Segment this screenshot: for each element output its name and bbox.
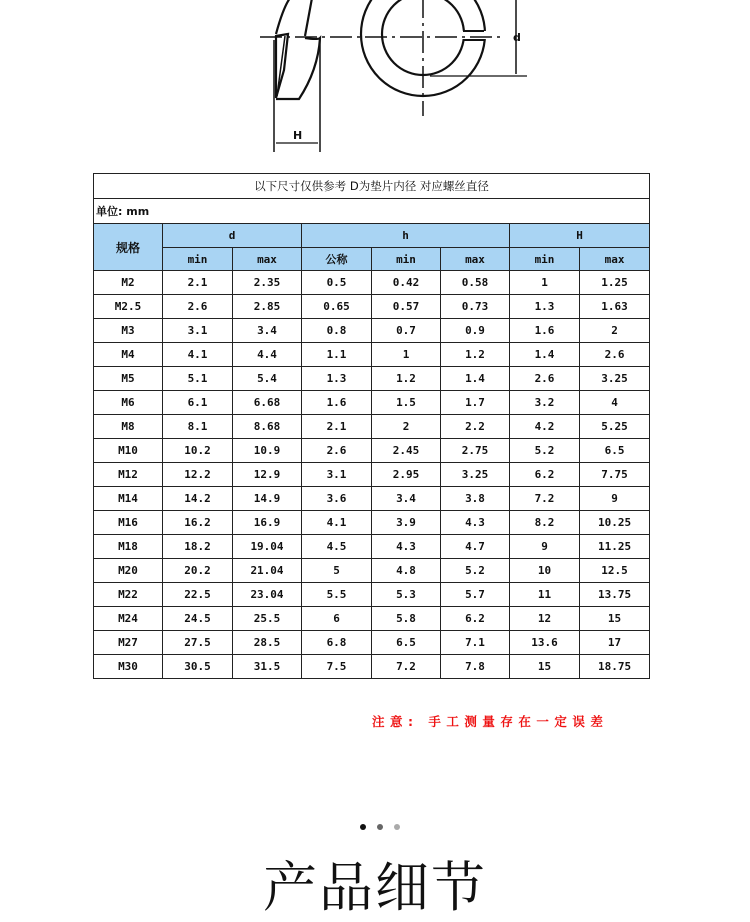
value-cell: 1 bbox=[510, 271, 580, 295]
value-cell: 11.25 bbox=[580, 535, 650, 559]
table-row bbox=[94, 319, 650, 343]
table-row bbox=[94, 439, 650, 463]
value-cell: 3.9 bbox=[372, 511, 441, 535]
value-cell: 30.5 bbox=[163, 655, 233, 679]
value-cell: 8.68 bbox=[233, 415, 302, 439]
value-cell: 1.63 bbox=[580, 295, 650, 319]
table-row bbox=[94, 487, 650, 511]
value-cell: 2.6 bbox=[510, 367, 580, 391]
spec-cell: M2 bbox=[94, 271, 163, 295]
carousel-dot[interactable] bbox=[360, 824, 366, 830]
value-cell: 2.1 bbox=[163, 271, 233, 295]
value-cell: 15 bbox=[510, 655, 580, 679]
spec-cell: M16 bbox=[94, 511, 163, 535]
value-cell: 9 bbox=[510, 535, 580, 559]
value-cell: 14.9 bbox=[233, 487, 302, 511]
header-h: h bbox=[302, 224, 510, 248]
carousel-indicator bbox=[360, 824, 400, 830]
value-cell: 17 bbox=[580, 631, 650, 655]
value-cell: 5.4 bbox=[233, 367, 302, 391]
table-row bbox=[94, 415, 650, 439]
spec-cell: M6 bbox=[94, 391, 163, 415]
table-row bbox=[94, 655, 650, 679]
value-cell: 4.1 bbox=[302, 511, 372, 535]
value-cell: 3.4 bbox=[233, 319, 302, 343]
value-cell: 18.2 bbox=[163, 535, 233, 559]
value-cell: 5.8 bbox=[372, 607, 441, 631]
value-cell: 0.57 bbox=[372, 295, 441, 319]
table-row bbox=[94, 583, 650, 607]
value-cell: 0.42 bbox=[372, 271, 441, 295]
value-cell: 4.5 bbox=[302, 535, 372, 559]
table-title: 以下尺寸仅供参考 D为垫片内径 对应螺丝直径 bbox=[94, 174, 650, 199]
value-cell: 5.2 bbox=[510, 439, 580, 463]
subheader-cell: min bbox=[510, 248, 580, 271]
subheader-cell: max bbox=[233, 248, 302, 271]
table-row bbox=[94, 343, 650, 367]
value-cell: 2.95 bbox=[372, 463, 441, 487]
spec-table bbox=[93, 173, 650, 679]
value-cell: 6.8 bbox=[302, 631, 372, 655]
value-cell: 5.5 bbox=[302, 583, 372, 607]
spec-cell: M2.5 bbox=[94, 295, 163, 319]
value-cell: 19.04 bbox=[233, 535, 302, 559]
header-d: d bbox=[163, 224, 302, 248]
table-row bbox=[94, 271, 650, 295]
spec-cell: M18 bbox=[94, 535, 163, 559]
value-cell: 0.65 bbox=[302, 295, 372, 319]
value-cell: 14.2 bbox=[163, 487, 233, 511]
table-row bbox=[94, 463, 650, 487]
value-cell: 2.75 bbox=[441, 439, 510, 463]
table-row bbox=[94, 559, 650, 583]
value-cell: 2 bbox=[372, 415, 441, 439]
value-cell: 27.5 bbox=[163, 631, 233, 655]
value-cell: 0.9 bbox=[441, 319, 510, 343]
subheader-cell: max bbox=[441, 248, 510, 271]
measurement-note: 注意: 手工测量存在一定误差 bbox=[372, 714, 609, 729]
value-cell: 1.2 bbox=[372, 367, 441, 391]
value-cell: 1.7 bbox=[441, 391, 510, 415]
value-cell: 7.8 bbox=[441, 655, 510, 679]
value-cell: 5 bbox=[302, 559, 372, 583]
spec-cell: M5 bbox=[94, 367, 163, 391]
value-cell: 6.5 bbox=[372, 631, 441, 655]
table-row bbox=[94, 607, 650, 631]
unit-label: 单位: mm bbox=[94, 199, 650, 224]
value-cell: 8.2 bbox=[510, 511, 580, 535]
value-cell: 4.3 bbox=[372, 535, 441, 559]
value-cell: 5.1 bbox=[163, 367, 233, 391]
value-cell: 3.1 bbox=[302, 463, 372, 487]
value-cell: 12.9 bbox=[233, 463, 302, 487]
value-cell: 13.75 bbox=[580, 583, 650, 607]
value-cell: 16.9 bbox=[233, 511, 302, 535]
table-row bbox=[94, 511, 650, 535]
table-row bbox=[94, 295, 650, 319]
value-cell: 4.4 bbox=[233, 343, 302, 367]
value-cell: 9 bbox=[580, 487, 650, 511]
value-cell: 24.5 bbox=[163, 607, 233, 631]
value-cell: 18.75 bbox=[580, 655, 650, 679]
value-cell: 0.73 bbox=[441, 295, 510, 319]
value-cell: 15 bbox=[580, 607, 650, 631]
value-cell: 4.3 bbox=[441, 511, 510, 535]
value-cell: 2.45 bbox=[372, 439, 441, 463]
spec-cell: M8 bbox=[94, 415, 163, 439]
value-cell: 1.1 bbox=[302, 343, 372, 367]
value-cell: 0.7 bbox=[372, 319, 441, 343]
value-cell: 1.4 bbox=[510, 343, 580, 367]
subheader-cell: min bbox=[372, 248, 441, 271]
value-cell: 4.1 bbox=[163, 343, 233, 367]
table-row bbox=[94, 391, 650, 415]
table-row bbox=[94, 367, 650, 391]
value-cell: 4 bbox=[580, 391, 650, 415]
value-cell: 23.04 bbox=[233, 583, 302, 607]
value-cell: 2.6 bbox=[580, 343, 650, 367]
value-cell: 2.6 bbox=[163, 295, 233, 319]
value-cell: 10.25 bbox=[580, 511, 650, 535]
value-cell: 20.2 bbox=[163, 559, 233, 583]
header-spec: 规格 bbox=[94, 224, 163, 271]
spec-cell: M4 bbox=[94, 343, 163, 367]
value-cell: 7.1 bbox=[441, 631, 510, 655]
value-cell: 0.58 bbox=[441, 271, 510, 295]
value-cell: 3.4 bbox=[372, 487, 441, 511]
value-cell: 1.3 bbox=[510, 295, 580, 319]
spec-cell: M3 bbox=[94, 319, 163, 343]
value-cell: 2.2 bbox=[441, 415, 510, 439]
value-cell: 28.5 bbox=[233, 631, 302, 655]
value-cell: 11 bbox=[510, 583, 580, 607]
value-cell: 3.6 bbox=[302, 487, 372, 511]
value-cell: 1.6 bbox=[510, 319, 580, 343]
value-cell: 6.2 bbox=[510, 463, 580, 487]
value-cell: 31.5 bbox=[233, 655, 302, 679]
value-cell: 21.04 bbox=[233, 559, 302, 583]
header-H: H bbox=[510, 224, 650, 248]
value-cell: 7.75 bbox=[580, 463, 650, 487]
value-cell: 7.2 bbox=[372, 655, 441, 679]
spec-cell: M10 bbox=[94, 439, 163, 463]
value-cell: 1.4 bbox=[441, 367, 510, 391]
value-cell: 0.5 bbox=[302, 271, 372, 295]
subheader-cell: min bbox=[163, 248, 233, 271]
value-cell: 10.9 bbox=[233, 439, 302, 463]
value-cell: 13.6 bbox=[510, 631, 580, 655]
value-cell: 3.1 bbox=[163, 319, 233, 343]
value-cell: 7.5 bbox=[302, 655, 372, 679]
carousel-dot[interactable] bbox=[394, 824, 400, 830]
value-cell: 7.2 bbox=[510, 487, 580, 511]
diagram-label-H: H bbox=[293, 129, 303, 142]
spec-cell: M30 bbox=[94, 655, 163, 679]
value-cell: 10 bbox=[510, 559, 580, 583]
value-cell: 1.25 bbox=[580, 271, 650, 295]
value-cell: 6.1 bbox=[163, 391, 233, 415]
spec-cell: M27 bbox=[94, 631, 163, 655]
value-cell: 12 bbox=[510, 607, 580, 631]
value-cell: 10.2 bbox=[163, 439, 233, 463]
section-title: 产品细节 bbox=[263, 856, 487, 919]
value-cell: 6.68 bbox=[233, 391, 302, 415]
value-cell: 2.35 bbox=[233, 271, 302, 295]
value-cell: 1.3 bbox=[302, 367, 372, 391]
value-cell: 16.2 bbox=[163, 511, 233, 535]
value-cell: 3.25 bbox=[580, 367, 650, 391]
subheader-cell: max bbox=[580, 248, 650, 271]
spec-cell: M14 bbox=[94, 487, 163, 511]
carousel-dot[interactable] bbox=[377, 824, 383, 830]
diagram-label-d: d bbox=[513, 31, 521, 44]
table-row bbox=[94, 631, 650, 655]
value-cell: 3.2 bbox=[510, 391, 580, 415]
value-cell: 12.5 bbox=[580, 559, 650, 583]
spec-cell: M20 bbox=[94, 559, 163, 583]
value-cell: 4.7 bbox=[441, 535, 510, 559]
value-cell: 6.5 bbox=[580, 439, 650, 463]
spec-cell: M12 bbox=[94, 463, 163, 487]
value-cell: 3.25 bbox=[441, 463, 510, 487]
value-cell: 0.8 bbox=[302, 319, 372, 343]
subheader-cell: 公称 bbox=[302, 248, 372, 271]
table-row bbox=[94, 535, 650, 559]
value-cell: 2.1 bbox=[302, 415, 372, 439]
value-cell: 2 bbox=[580, 319, 650, 343]
value-cell: 2.85 bbox=[233, 295, 302, 319]
value-cell: 1.2 bbox=[441, 343, 510, 367]
value-cell: 6 bbox=[302, 607, 372, 631]
value-cell: 3.8 bbox=[441, 487, 510, 511]
value-cell: 5.25 bbox=[580, 415, 650, 439]
value-cell: 22.5 bbox=[163, 583, 233, 607]
value-cell: 5.2 bbox=[441, 559, 510, 583]
value-cell: 5.7 bbox=[441, 583, 510, 607]
value-cell: 25.5 bbox=[233, 607, 302, 631]
value-cell: 6.2 bbox=[441, 607, 510, 631]
spring-washer-diagram bbox=[0, 0, 750, 160]
value-cell: 4.2 bbox=[510, 415, 580, 439]
value-cell: 1.5 bbox=[372, 391, 441, 415]
value-cell: 2.6 bbox=[302, 439, 372, 463]
spec-cell: M22 bbox=[94, 583, 163, 607]
value-cell: 1.6 bbox=[302, 391, 372, 415]
spec-cell: M24 bbox=[94, 607, 163, 631]
value-cell: 5.3 bbox=[372, 583, 441, 607]
value-cell: 12.2 bbox=[163, 463, 233, 487]
value-cell: 4.8 bbox=[372, 559, 441, 583]
value-cell: 1 bbox=[372, 343, 441, 367]
value-cell: 8.1 bbox=[163, 415, 233, 439]
